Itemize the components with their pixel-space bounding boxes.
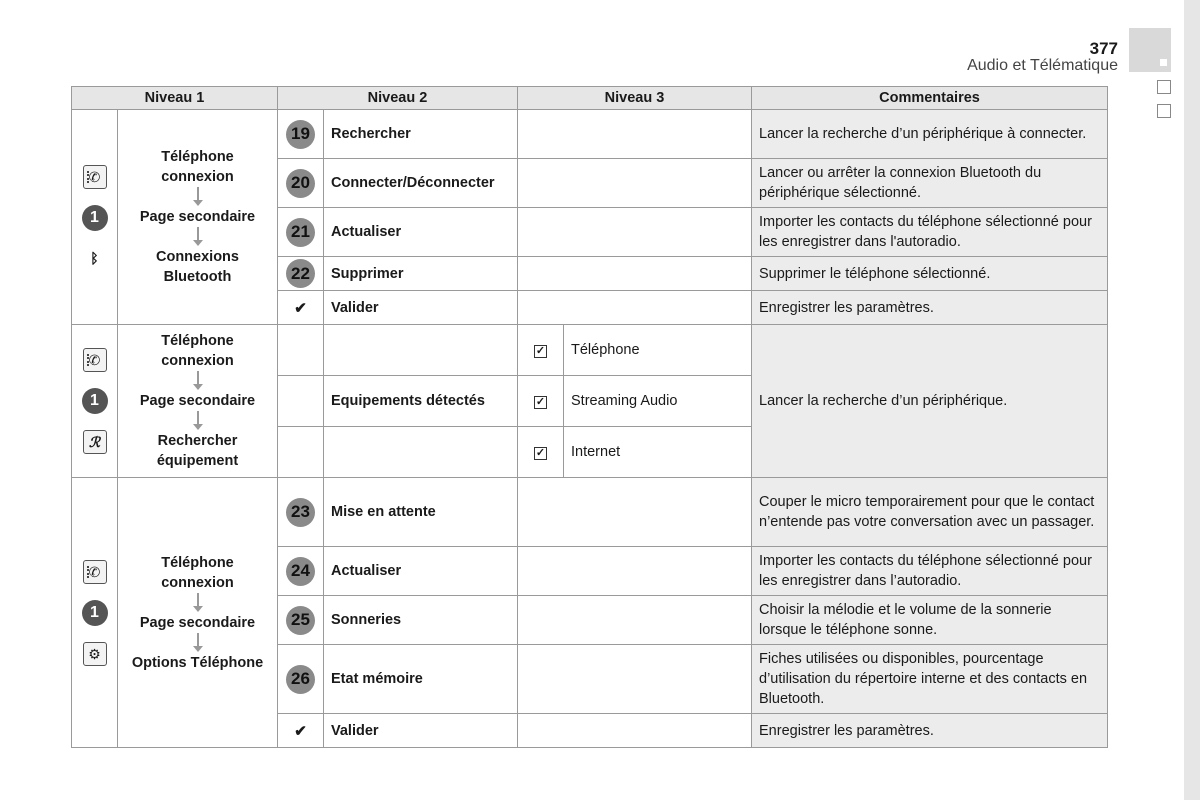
level1-icons [72,325,118,478]
level1-step: Rechercher équipement [156,433,239,469]
level3-cell [518,159,752,208]
level3-cell [518,208,752,257]
comment-cell: Enregistrer les paramètres. [752,291,1108,325]
level3-cell [518,478,752,547]
step-number-badge: 21 [286,218,315,247]
level2-label: Valider [324,714,518,748]
arrow-down-icon [197,371,199,385]
arrow-down-icon [197,187,199,201]
level2-label: Equipements détectés [324,376,518,427]
comment-cell: Supprimer le téléphone sélectionné. [752,257,1108,291]
level1-icons [72,478,118,748]
step-number-badge: 20 [286,169,315,198]
level3-cell [518,714,752,748]
check-icon: ✔ [294,299,307,317]
level2-label: Sonneries [324,596,518,645]
settings-table [71,86,1108,748]
checkbox-icon[interactable]: ✓ [535,396,546,408]
level1-step: Page secondaire [139,393,256,409]
number-cell [278,427,324,478]
checkbox-icon[interactable]: ✓ [535,447,546,459]
arrow-down-icon [197,227,199,241]
level1-step: Téléphone connexion [161,554,234,591]
level1-step: Connexions Bluetooth [156,249,239,285]
level1-icons [72,110,118,325]
chapter-tab [1129,28,1171,72]
level2-label: Actualiser [324,208,518,257]
table-row [72,478,1108,547]
comment-cell: Enregistrer les paramètres. [752,714,1108,748]
level1-step: Options Téléphone [131,654,264,671]
phone-settings-icon: ⚙ [83,642,107,666]
step-number-badge: 22 [286,259,315,288]
level1-step: Page secondaire [139,209,256,225]
column-header: Commentaires [752,87,1108,110]
step-number-badge: 24 [286,557,315,586]
level2-label: Mise en attente [324,478,518,547]
level2-label: Connecter/Déconnecter [324,159,518,208]
step-number-badge: 23 [286,498,315,527]
table-row [72,110,1108,159]
comment-cell: Choisir la mélodie et le volume de la sonnerie lorsque le téléphone sonne. [752,596,1108,645]
comment-cell: Fiches utilisées ou disponibles, pourcentage d’utilisation du répertoire interne et des contacts en Bluetooth. [752,645,1108,714]
comment-cell: Couper le micro temporairement pour que le contact n’entende pas votre conversation avec un passager. [752,478,1108,547]
level1-step: Téléphone connexion [161,149,234,185]
comment-cell: Importer les contacts du téléphone sélectionné pour les enregistrer dans l'autoradio. [752,208,1108,257]
column-header: Niveau 2 [278,87,518,110]
chapter-marker [1157,80,1171,94]
column-header: Niveau 1 [72,87,278,110]
level3-option: Streaming Audio [564,376,752,427]
comment-cell: Lancer la recherche d’un périphérique. [752,325,1108,478]
comment-cell: Lancer la recherche d’un périphérique à connecter. [752,110,1108,159]
phone-icon: ✆ [83,560,107,584]
phone-icon: ✆ [83,165,107,189]
step-number-badge: 25 [286,606,315,635]
step-badge: 1 [82,388,108,414]
level2-cell [324,427,518,478]
step-badge: 1 [82,600,108,626]
check-icon: ✔ [294,722,307,740]
column-header: Niveau 3 [518,87,752,110]
level3-cell [518,547,752,596]
level2-label: Etat mémoire [324,645,518,714]
step-number-badge: 26 [286,665,315,694]
level1-step: Page secondaire [139,614,256,631]
number-cell [278,325,324,376]
level2-cell [324,325,518,376]
level3-cell [518,596,752,645]
level1-path [118,110,278,325]
level1-path [118,325,278,478]
level1-path [118,478,278,748]
search-device-icon: ℛ [83,430,107,454]
comment-cell: Lancer ou arrêter la connexion Bluetooth du périphérique sélectionné. [752,159,1108,208]
level3-option: Internet [564,427,752,478]
table-row [72,325,1108,376]
bluetooth-icon: ᛒ [90,250,99,266]
comment-cell: Importer les contacts du téléphone sélectionné pour les enregistrer dans l’autoradio. [752,547,1108,596]
arrow-down-icon [197,593,199,607]
level1-step: Téléphone connexion [161,333,234,369]
level2-label: Valider [324,291,518,325]
page-number: 377 [1089,39,1118,58]
arrow-down-icon [197,411,199,425]
level3-cell [518,110,752,159]
side-strip [1184,0,1200,800]
level3-cell [518,257,752,291]
level2-label: Actualiser [324,547,518,596]
chapter-marker [1157,104,1171,118]
checkbox-icon[interactable]: ✓ [535,345,546,357]
phone-icon: ✆ [83,348,107,372]
level3-cell [518,291,752,325]
step-badge: 1 [82,205,108,231]
step-number-badge: 19 [286,120,315,149]
number-cell [278,376,324,427]
section-title: Audio et Télématique [967,57,1118,74]
arrow-down-icon [197,633,199,647]
level2-label: Supprimer [324,257,518,291]
level3-cell [518,645,752,714]
level3-option: Téléphone [564,325,752,376]
level2-label: Rechercher [324,110,518,159]
